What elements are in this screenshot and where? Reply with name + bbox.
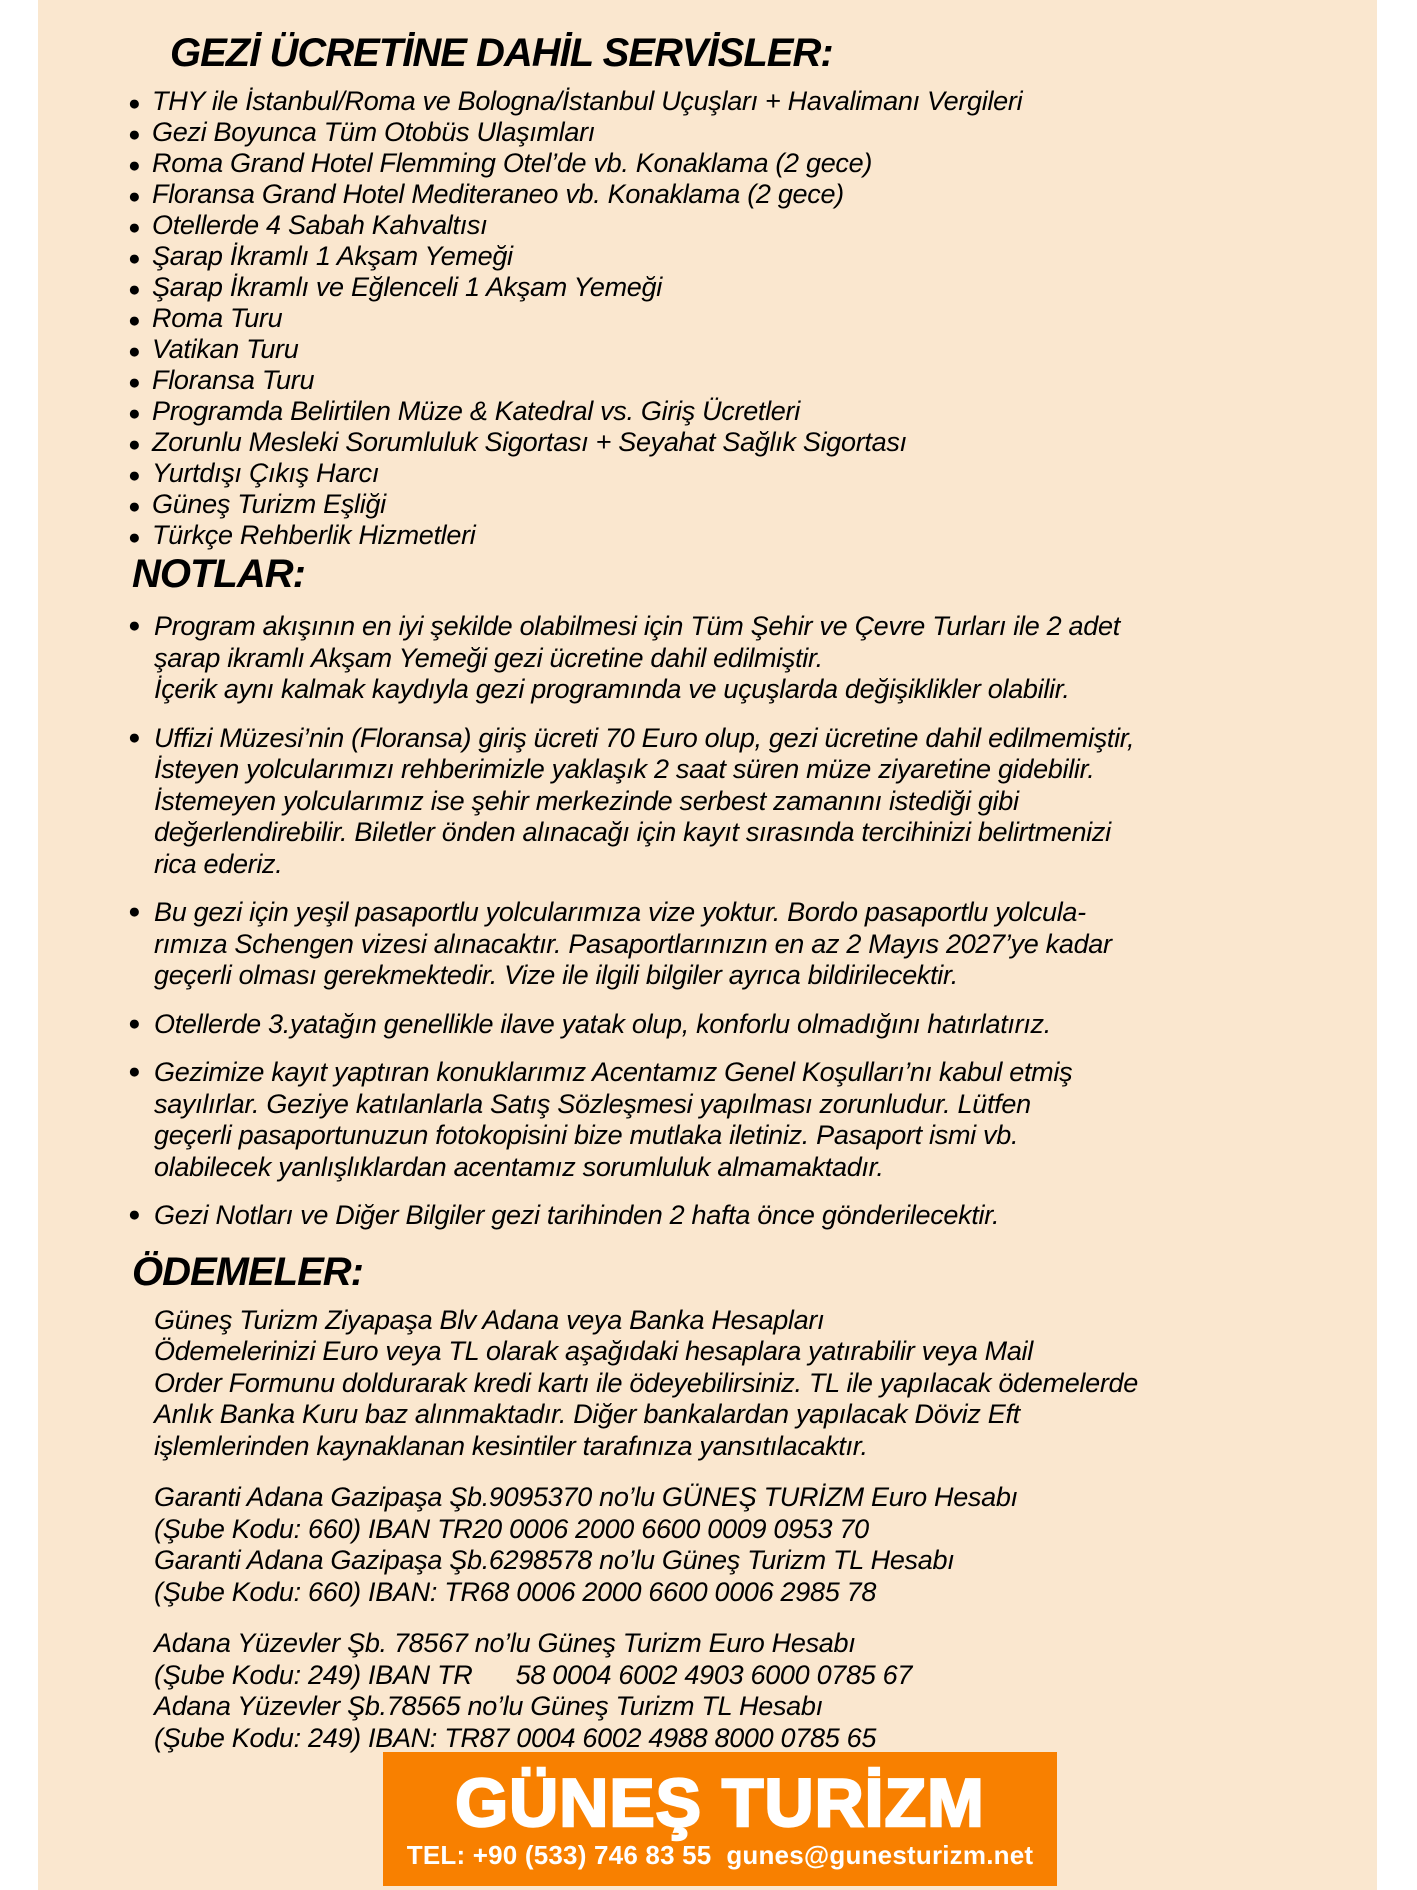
bullet-icon: ● <box>128 1060 141 1083</box>
bullet-icon: ● <box>128 1203 141 1226</box>
note-line: Gezi Notları ve Diğer Bilgiler gezi tarihinden 2 hafta önce gönderilecektir. <box>154 1200 1000 1230</box>
note-line: Gezimize kayıt yaptıran konuklarımız Acentamız Genel Koşulları’nı kabul etmiş <box>154 1057 1073 1087</box>
service-item-label: Şarap İkramlı ve Eğlenceli 1 Akşam Yemeği <box>152 272 662 302</box>
note-line: olabilecek yanlışlıklardan acentamız sorumluluk almamaktadır. <box>154 1151 884 1182</box>
bullet-icon: ● <box>128 123 141 146</box>
note-item <box>128 1009 1377 1041</box>
payment-line: işlemlerinden kaynaklanan kesintiler tarafınıza yansıtılacaktır. <box>154 1430 868 1461</box>
payments-paragraph <box>38 1305 1377 1463</box>
bank-line: Adana Yüzevler Şb.78565 no’lu Güneş Turizm TL Hesabı <box>154 1691 823 1721</box>
flyer-sheet <box>38 0 1377 1890</box>
notes-list <box>38 611 1377 1232</box>
note-line: İsteyen yolcularımızı rehberimizle yaklaşık 2 saat süren müze ziyaretine gidebilir. <box>154 754 1095 784</box>
services-list <box>38 86 1377 551</box>
bullet-icon: ● <box>128 340 141 363</box>
bullet-icon: ● <box>128 185 141 208</box>
service-item <box>128 210 1377 241</box>
service-item <box>128 241 1377 272</box>
bullet-icon: ● <box>128 309 141 332</box>
bullet-icon: ● <box>128 433 141 456</box>
bank-account-block <box>38 1628 1377 1754</box>
agency-brand-name: GÜNEŞ TURİZM <box>455 1765 985 1841</box>
service-item <box>128 334 1377 365</box>
note-line: Bu gezi için yeşil pasaportlu yolcularımıza vize yoktur. Bordo pasaportlu yolcula- <box>154 897 1086 927</box>
bank-blocks <box>38 1482 1377 1754</box>
bullet-icon: ● <box>128 725 141 749</box>
agency-contact-line: TEL: +90 (533) 746 83 55 gunes@gunesturizm.net <box>406 1840 1034 1870</box>
note-line: İçerik aynı kalmak kaydıyla gezi programında ve uçuşlarda değişiklikler olabilir. <box>154 674 1070 704</box>
service-item-label: Otellerde 4 Sabah Kahvaltısı <box>152 210 488 240</box>
bullet-icon: ● <box>128 92 141 115</box>
note-line: geçerli pasaportunuzun fotokopisini bize mutlaka iletiniz. Pasaport ismi vb. <box>154 1120 1019 1150</box>
note-item <box>128 1200 1377 1232</box>
bullet-icon: ● <box>128 464 141 487</box>
service-item-label: Zorunlu Mesleki Sorumluluk Sigortası + Seyahat Sağlık Sigortası <box>152 427 907 457</box>
services-heading: GEZİ ÜCRETİNE DAHİL SERVİSLER: <box>170 31 833 75</box>
bank-line: Garanti Adana Gazipaşa Şb.9095370 no’lu GÜNEŞ TURİZM Euro Hesabı <box>154 1482 1018 1512</box>
bullet-icon: ● <box>128 495 141 518</box>
bank-line: (Şube Kodu: 249) IBAN: TR87 0004 6002 4988 8000 0785 65 <box>154 1722 877 1753</box>
service-item <box>128 179 1377 210</box>
bank-account-block <box>38 1482 1377 1608</box>
bullet-icon: ● <box>128 247 141 270</box>
bullet-icon: ● <box>128 371 141 394</box>
note-line: Program akışının en iyi şekilde olabilmesi için Tüm Şehir ve Çevre Turları ile 2 adet <box>154 611 1120 641</box>
note-item <box>128 1057 1377 1183</box>
service-item <box>128 396 1377 427</box>
bullet-icon: ● <box>128 1011 141 1035</box>
note-line: sayılırlar. Geziye katılanlarla Satış Sözleşmesi yapılması zorunludur. Lütfen <box>154 1088 1031 1119</box>
bank-line: (Şube Kodu: 249) IBAN TR 58 0004 6002 4903 6000 0785 67 <box>154 1659 913 1690</box>
bank-line: (Şube Kodu: 660) IBAN TR20 0006 2000 6600 0009 0953 70 <box>154 1513 869 1544</box>
note-line: değerlendirebilir. Biletler önden alınacağı için kayıt sırasında tercihinizi belirtmenizi <box>154 817 1111 847</box>
bank-line: Adana Yüzevler Şb. 78567 no’lu Güneş Turizm Euro Hesabı <box>154 1628 856 1658</box>
service-item-label: Floransa Turu <box>152 365 315 395</box>
service-item-label: Floransa Grand Hotel Mediteraneo vb. Konaklama (2 gece) <box>152 179 844 209</box>
note-item <box>128 897 1377 992</box>
bank-line: Garanti Adana Gazipaşa Şb.6298578 no’lu Güneş Turizm TL Hesabı <box>154 1545 955 1575</box>
bullet-icon: ● <box>128 154 141 177</box>
service-item <box>128 148 1377 179</box>
service-item <box>128 427 1377 458</box>
bullet-icon: ● <box>128 614 141 637</box>
note-line: şarap ikramlı Akşam Yemeği gezi ücretine dahil edilmiştir. <box>154 642 823 673</box>
note-line: Otellerde 3.yatağın genellikle ilave yatak olup, konforlu olmadığını hatırlatırız. <box>154 1008 1051 1039</box>
service-item-label: Güneş Turizm Eşliği <box>152 489 386 519</box>
bullet-icon: ● <box>128 278 141 301</box>
agency-logo-box <box>383 1752 1057 1886</box>
service-item <box>128 117 1377 148</box>
service-item-label: Roma Turu <box>152 303 283 333</box>
payment-line: Güneş Turizm Ziyapaşa Blv Adana veya Banka Hesapları <box>154 1304 825 1335</box>
service-item <box>128 520 1377 551</box>
note-line: rımıza Schengen vizesi alınacaktır. Pasaportlarınızın en az 2 Mayıs 2027’ye kadar <box>154 928 1112 959</box>
note-line: geçerli olması gerekmektedir. Vize ile ilgili bilgiler ayrıca bildirilecektir. <box>154 960 958 990</box>
service-item-label: Gezi Boyunca Tüm Otobüs Ulaşımları <box>152 117 595 147</box>
note-line: İstemeyen yolcularımız ise şehir merkezinde serbest zamanını istediği gibi <box>154 785 1019 816</box>
service-item <box>128 458 1377 489</box>
service-item <box>128 365 1377 396</box>
bullet-icon: ● <box>128 900 141 923</box>
bullet-icon: ● <box>128 216 141 239</box>
service-item <box>128 86 1377 117</box>
note-line: rica ederiz. <box>154 848 283 879</box>
note-item <box>128 611 1377 706</box>
bank-line: (Şube Kodu: 660) IBAN: TR68 0006 2000 6600 0006 2985 78 <box>154 1576 877 1607</box>
bullet-icon: ● <box>128 402 141 425</box>
payments-heading: ÖDEMELER: <box>132 1249 363 1294</box>
service-item-label: Yurtdışı Çıkış Harcı <box>152 458 380 488</box>
service-item <box>128 303 1377 334</box>
payment-line: Anlık Banka Kuru baz alınmaktadır. Diğer bankalardan yapılacak Döviz Eft <box>154 1399 1020 1429</box>
note-item <box>128 723 1377 881</box>
payment-line: Ödemelerinizi Euro veya TL olarak aşağıdaki hesaplara yatırabilir veya Mail <box>154 1336 1033 1366</box>
service-item-label: Vatikan Turu <box>152 334 299 364</box>
note-line: Uffizi Müzesi’nin (Floransa) giriş ücreti 70 Euro olup, gezi ücretine dahil edilmemiştir, <box>154 722 1135 753</box>
service-item-label: Programda Belirtilen Müze & Katedral vs. Giriş Ücretleri <box>152 396 800 426</box>
service-item <box>128 489 1377 520</box>
service-item <box>128 272 1377 303</box>
service-item-label: Şarap İkramlı 1 Akşam Yemeği <box>152 241 513 271</box>
payment-line: Order Formunu doldurarak kredi kartı ile ödeyebilirsiniz. TL ile yapılacak ödemelerde <box>154 1367 1138 1398</box>
service-item-label: Türkçe Rehberlik Hizmetleri <box>152 520 476 550</box>
notes-heading: NOTLAR: <box>132 552 305 596</box>
bullet-icon: ● <box>128 526 141 549</box>
service-item-label: Roma Grand Hotel Flemming Otel’de vb. Konaklama (2 gece) <box>152 148 873 178</box>
service-item-label: THY ile İstanbul/Roma ve Bologna/İstanbul Uçuşları + Havalimanı Vergileri <box>152 86 1023 116</box>
